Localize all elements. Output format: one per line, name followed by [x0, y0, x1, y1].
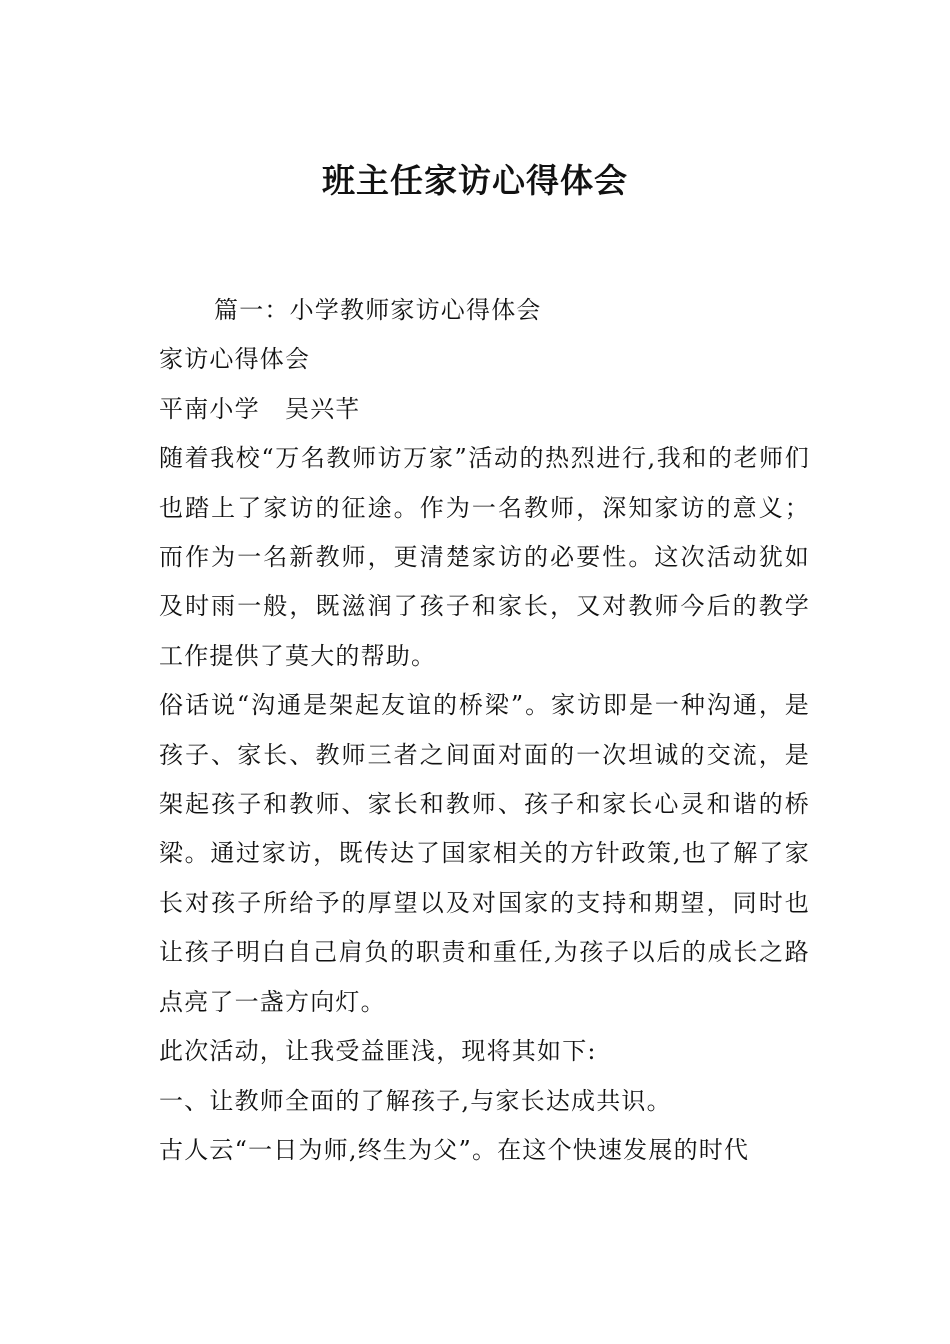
author-line: 平南小学 吴兴芊	[159, 394, 361, 423]
point-one-heading: 一、让教师全面的了解孩子,与家长达成共识。	[159, 1086, 672, 1115]
document-body	[146, 286, 810, 1175]
document-title: 班主任家访心得体会	[322, 161, 628, 200]
paragraph-communication: 俗话说“沟通是架起友谊的桥梁”。家访即是一种沟通，是孩子、家长、教师三者之间面对面的一次坦诚的交流，是架起孩子和教师、家长和教师、孩子和家长心灵和谐的桥梁。通过家访，既传达了国家相关的方针政策,也了解了家长对孩子所给予的厚望以及对国家的支持和期望，同时也让孩子明白自己肩负的职责和重任,为孩子以后的成长之路点亮了一盏方向灯。	[159, 691, 810, 1016]
subtitle: 家访心得体会	[159, 345, 311, 374]
paragraph-summary-lead: 此次活动，让我受益匪浅，现将其如下:	[159, 1037, 597, 1066]
paragraph-intro: 随着我校“万名教师访万家”活动的热烈进行,我和的老师们也踏上了家访的征途。作为一名教师，深知家访的意义；而作为一名新教师，更清楚家访的必要性。这次活动犹如及时雨一般，既滋润了孩子和家长，又对教师今后的教学工作提供了莫大的帮助。	[159, 444, 810, 670]
paragraph-ancient-saying: 古人云“一日为师,终生为父”。在这个快速发展的时代	[159, 1135, 750, 1164]
section-heading: 篇一：小学教师家访心得体会	[214, 296, 542, 324]
